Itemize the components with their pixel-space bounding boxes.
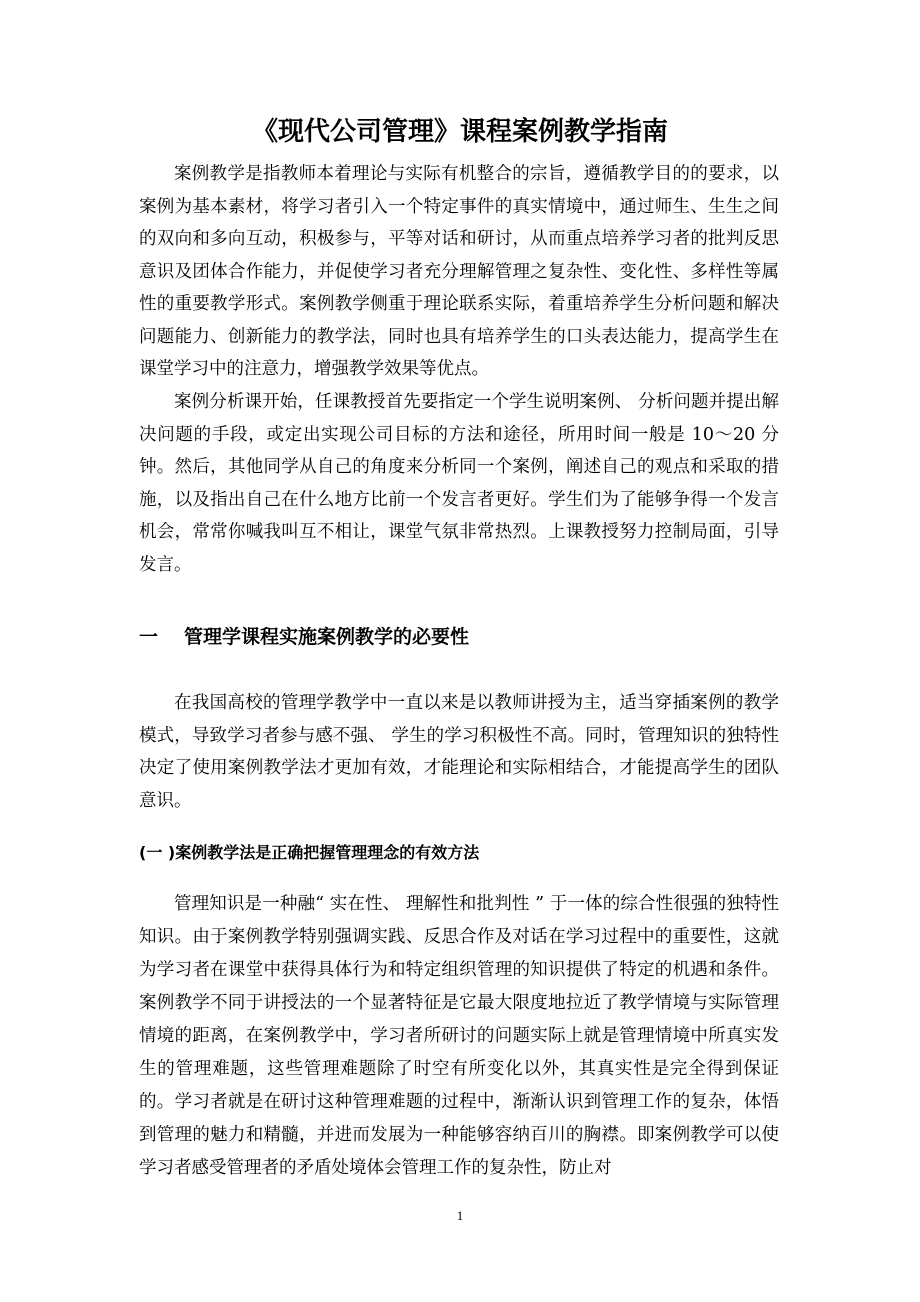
subsection-paragraph: 管理知识是一种融“ 实在性、 理解性和批判性 ” 于一体的综合性很强的独特性知识。由于案例教学特别强调实践、反思合作及对话在学习过程中的重要性，这就为学习者在课堂中获得具体行为和特定组织管理的知识提供了特定的机遇和条件。案例教学不同于讲授法的一个显著特征是它最大限度地拉近了教学情境与实际管理情境的距离，在案例教学中，学习者所研讨的问题实际上就是管理情境中所真实发生的管理难题，这些管理难题除了时空有所变化以外，其真实性是完全得到保证的。学习者就是在研讨这种管理难题的过程中，渐渐认识到管理工作的复杂，体悟到管理的魅力和精髓，并进而发展为一种能够容纳百川的胸襟。即案例教学可以使学习者感受管理者的矛盾处境体会管理工作的复杂性，防止对 [139,894,779,1178]
document-title: 《现代公司管理》课程案例教学指南 [251,117,668,147]
page-number: 1 [456,1208,464,1223]
intro-paragraph-2: 案例分析课开始，任课教授首先要指定一个学生说明案例、 分析问题并提出解决问题的手段，或定出实现公司目标的方法和途径，所用时间一般是 10～20 分钟。然后，其他同学从自己的角度来分析同一个案例，阐述自己的观点和采取的措施，以及指出自己在什么地方比前一个发言者更好。学生们为了能够争得一个发言机会，常常你喊我叫互不相让，课堂气氛非常热烈。上课教授努力控制局面，引导发言。 [139,392,779,575]
section-heading [139,622,469,652]
intro-paragraph-1: 案例教学是指教师本着理论与实际有机整合的宗旨，遵循教学目的的要求，以案例为基本素材，将学习者引入一个特定事件的真实情境中，通过师生、生生之间的双向和多向互动，积极参与，平等对话和研讨，从而重点培养学习者的批判反思意识及团体合作能力，并促使学习者充分理解管理之复杂性、变化性、多样性等属性的重要教学形式。案例教学侧重于理论联系实际，着重培养学生分析问题和解决问题能力、创新能力的教学法，同时也具有培养学生的口头表达能力，提高学生在课堂学习中的注意力，增强教学效果等优点。 [139,164,779,379]
subsection-heading: (一 )案例教学法是正确把握管理理念的有效方法 [139,843,480,862]
section-heading-text: 管理学课程实施案例教学的必要性 [184,626,470,648]
section-paragraph: 在我国高校的管理学教学中一直以来是以教师讲授为主，适当穿插案例的教学模式，导致学习者参与感不强、 学生的学习积极性不高。同时，管理知识的独特性决定了使用案例教学法才更加有效，才能理论和实际相结合，才能提高学生的团队意识。 [139,693,779,811]
section-number: 一 [139,626,159,648]
